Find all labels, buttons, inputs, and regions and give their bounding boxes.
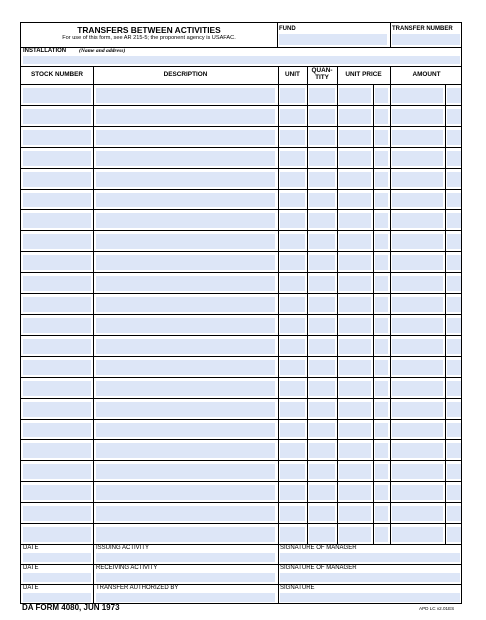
amount-cents-cell[interactable] [447, 527, 461, 542]
quantity-cell[interactable] [309, 423, 335, 438]
row-divider [21, 251, 461, 252]
quantity-cell[interactable] [309, 339, 335, 354]
da-form-4080 [20, 22, 462, 604]
table-row [21, 189, 461, 210]
description-cell[interactable] [96, 506, 275, 521]
unit-price-cents-cell[interactable] [375, 130, 388, 145]
table-row [21, 230, 461, 251]
description-cell[interactable] [96, 255, 275, 270]
description-cell[interactable] [96, 276, 275, 291]
quantity-cell[interactable] [309, 130, 335, 145]
issuing-activity-field[interactable] [96, 553, 275, 562]
unit-cell[interactable] [280, 423, 305, 438]
col-amount: AMOUNT [412, 71, 441, 78]
amount-dollars-cell[interactable] [392, 151, 443, 166]
unit-price-cents-cell[interactable] [375, 255, 388, 270]
col-unit: UNIT [285, 71, 300, 78]
amount-dollars-cell[interactable] [392, 172, 443, 187]
divider [93, 544, 94, 604]
description-cell[interactable] [96, 88, 275, 103]
unit-cell[interactable] [280, 360, 305, 375]
unit-price-cents-cell[interactable] [375, 485, 388, 500]
amount-cents-cell[interactable] [447, 213, 461, 228]
table-row [21, 251, 461, 272]
unit-price-cents-cell[interactable] [375, 172, 388, 187]
unit-cell[interactable] [280, 527, 305, 542]
receiving-activity-label: RECEIVING ACTIVITY [96, 565, 158, 571]
authorized-signature-label: SIGNATURE [280, 585, 315, 591]
amount-dollars-cell[interactable] [392, 234, 443, 249]
amount-dollars-cell[interactable] [392, 443, 443, 458]
amount-cents-cell[interactable] [447, 172, 461, 187]
unit-cell[interactable] [280, 234, 305, 249]
quantity-cell[interactable] [309, 381, 335, 396]
table-row [21, 460, 461, 481]
table-row [21, 523, 461, 544]
amount-cents-cell[interactable] [447, 151, 461, 166]
unit-price-dollars-cell[interactable] [339, 130, 371, 145]
divider [21, 584, 461, 585]
divider [307, 66, 308, 544]
unit-price-cents-cell[interactable] [375, 402, 388, 417]
amount-dollars-cell[interactable] [392, 109, 443, 124]
unit-price-cents-cell[interactable] [375, 109, 388, 124]
amount-dollars-cell[interactable] [392, 339, 443, 354]
amount-cents-cell[interactable] [447, 234, 461, 249]
stock-number-cell[interactable] [23, 151, 91, 166]
quantity-cell[interactable] [309, 234, 335, 249]
description-cell[interactable] [96, 339, 275, 354]
unit-price-dollars-cell[interactable] [339, 318, 371, 333]
description-cell[interactable] [96, 297, 275, 312]
table-row [21, 335, 461, 356]
divider [21, 564, 461, 565]
divider [373, 84, 374, 544]
table-row [21, 293, 461, 314]
row-divider [21, 419, 461, 420]
amount-cents-cell[interactable] [447, 193, 461, 208]
unit-cell[interactable] [280, 172, 305, 187]
unit-price-cents-cell[interactable] [375, 423, 388, 438]
stock-number-cell[interactable] [23, 213, 91, 228]
stock-number-cell[interactable] [23, 88, 91, 103]
quantity-cell[interactable] [309, 318, 335, 333]
row-divider [21, 105, 461, 106]
quantity-cell[interactable] [309, 88, 335, 103]
unit-price-dollars-cell[interactable] [339, 213, 371, 228]
unit-cell[interactable] [280, 130, 305, 145]
unit-cell[interactable] [280, 213, 305, 228]
stock-number-cell[interactable] [23, 276, 91, 291]
unit-price-dollars-cell[interactable] [339, 485, 371, 500]
unit-cell[interactable] [280, 318, 305, 333]
unit-price-dollars-cell[interactable] [339, 443, 371, 458]
stock-number-cell[interactable] [23, 255, 91, 270]
installation-field[interactable] [23, 56, 460, 64]
table-row [21, 147, 461, 168]
divider [390, 23, 391, 47]
description-cell[interactable] [96, 172, 275, 187]
receiving-signature-label: SIGNATURE OF MANAGER [280, 565, 357, 571]
quantity-cell[interactable] [309, 464, 335, 479]
row-divider [21, 293, 461, 294]
unit-price-cents-cell[interactable] [375, 443, 388, 458]
unit-price-dollars-cell[interactable] [339, 360, 371, 375]
table-row [21, 209, 461, 230]
amount-dollars-cell[interactable] [392, 88, 443, 103]
stock-number-cell[interactable] [23, 506, 91, 521]
amount-dollars-cell[interactable] [392, 506, 443, 521]
amount-dollars-cell[interactable] [392, 402, 443, 417]
description-cell[interactable] [96, 213, 275, 228]
quantity-cell[interactable] [309, 527, 335, 542]
table-row [21, 481, 461, 502]
amount-cents-cell[interactable] [447, 255, 461, 270]
transfer-number-label: TRANSFER NUMBER [392, 26, 453, 32]
installation-label: INSTALLATION [23, 48, 67, 54]
divider [277, 23, 278, 47]
amount-cents-cell[interactable] [447, 130, 461, 145]
unit-price-cents-cell[interactable] [375, 213, 388, 228]
unit-price-cents-cell[interactable] [375, 506, 388, 521]
divider [21, 66, 461, 67]
description-cell[interactable] [96, 318, 275, 333]
unit-cell[interactable] [280, 464, 305, 479]
stock-number-cell[interactable] [23, 318, 91, 333]
unit-price-cents-cell[interactable] [375, 318, 388, 333]
stock-number-cell[interactable] [23, 527, 91, 542]
transfer-number-field[interactable] [392, 34, 460, 45]
description-cell[interactable] [96, 360, 275, 375]
amount-cents-cell[interactable] [447, 402, 461, 417]
unit-price-dollars-cell[interactable] [339, 88, 371, 103]
unit-cell[interactable] [280, 339, 305, 354]
quantity-cell[interactable] [309, 360, 335, 375]
receiving-date-label: DATE [23, 565, 39, 571]
amount-cents-cell[interactable] [447, 381, 461, 396]
issuing-activity-label: ISSUING ACTIVITY [96, 545, 150, 551]
unit-price-dollars-cell[interactable] [339, 527, 371, 542]
amount-dollars-cell[interactable] [392, 297, 443, 312]
unit-price-dollars-cell[interactable] [339, 193, 371, 208]
quantity-cell[interactable] [309, 402, 335, 417]
form-version: APD LC v2.01ES [419, 606, 455, 611]
description-cell[interactable] [96, 423, 275, 438]
quantity-cell[interactable] [309, 193, 335, 208]
row-divider [21, 147, 461, 148]
row-divider [21, 523, 461, 524]
unit-price-dollars-cell[interactable] [339, 151, 371, 166]
receiving-activity-field[interactable] [96, 573, 275, 582]
quantity-cell[interactable] [309, 297, 335, 312]
unit-cell[interactable] [280, 109, 305, 124]
quantity-cell[interactable] [309, 109, 335, 124]
form-subtitle: For use of this form, see AR 215-5; the proponent agency is USAFAC. [62, 35, 236, 41]
description-cell[interactable] [96, 527, 275, 542]
unit-price-cents-cell[interactable] [375, 151, 388, 166]
row-divider [21, 377, 461, 378]
authorized-by-label: TRANSFER AUTHORIZED BY [96, 585, 179, 591]
table-row [21, 356, 461, 377]
divider [278, 544, 279, 604]
col-stock-number: STOCK NUMBER [30, 71, 84, 78]
amount-dollars-cell[interactable] [392, 464, 443, 479]
amount-dollars-cell[interactable] [392, 485, 443, 500]
amount-cents-cell[interactable] [447, 297, 461, 312]
authorized-signature-field[interactable] [280, 593, 460, 602]
description-cell[interactable] [96, 464, 275, 479]
fund-label: FUND [279, 26, 296, 32]
unit-price-cents-cell[interactable] [375, 276, 388, 291]
description-cell[interactable] [96, 443, 275, 458]
installation-hint: (Name and address) [79, 48, 126, 54]
amount-dollars-cell[interactable] [392, 213, 443, 228]
authorized-date-field[interactable] [23, 593, 91, 602]
amount-cents-cell[interactable] [447, 443, 461, 458]
amount-dollars-cell[interactable] [392, 276, 443, 291]
table-row [21, 419, 461, 440]
unit-price-cents-cell[interactable] [375, 527, 388, 542]
table-row [21, 314, 461, 335]
unit-cell[interactable] [280, 255, 305, 270]
unit-price-dollars-cell[interactable] [339, 506, 371, 521]
description-cell[interactable] [96, 234, 275, 249]
unit-cell[interactable] [280, 381, 305, 396]
unit-cell[interactable] [280, 402, 305, 417]
row-divider [21, 356, 461, 357]
row-divider [21, 502, 461, 503]
col-unit-price: UNIT PRICE [345, 71, 382, 78]
table-row [21, 439, 461, 460]
unit-price-dollars-cell[interactable] [339, 339, 371, 354]
table-row [21, 126, 461, 147]
description-cell[interactable] [96, 402, 275, 417]
unit-price-cents-cell[interactable] [375, 88, 388, 103]
description-cell[interactable] [96, 381, 275, 396]
unit-price-dollars-cell[interactable] [339, 109, 371, 124]
amount-dollars-cell[interactable] [392, 318, 443, 333]
quantity-cell[interactable] [309, 151, 335, 166]
amount-cents-cell[interactable] [447, 464, 461, 479]
description-cell[interactable] [96, 130, 275, 145]
form-title: TRANSFERS BETWEEN ACTIVITIES [77, 25, 221, 35]
amount-cents-cell[interactable] [447, 423, 461, 438]
unit-price-cents-cell[interactable] [375, 360, 388, 375]
quantity-cell[interactable] [309, 213, 335, 228]
unit-price-cents-cell[interactable] [375, 297, 388, 312]
fund-field[interactable] [279, 34, 387, 45]
quantity-cell[interactable] [309, 276, 335, 291]
stock-number-cell[interactable] [23, 172, 91, 187]
quantity-cell[interactable] [309, 172, 335, 187]
stock-number-cell[interactable] [23, 464, 91, 479]
amount-cents-cell[interactable] [447, 485, 461, 500]
table-row [21, 105, 461, 126]
unit-price-dollars-cell[interactable] [339, 381, 371, 396]
divider [21, 544, 461, 545]
row-divider [21, 335, 461, 336]
receiving-signature-field[interactable] [280, 573, 460, 582]
unit-cell[interactable] [280, 193, 305, 208]
table-row [21, 272, 461, 293]
quantity-cell[interactable] [309, 485, 335, 500]
amount-dollars-cell[interactable] [392, 381, 443, 396]
unit-price-dollars-cell[interactable] [339, 464, 371, 479]
amount-dollars-cell[interactable] [392, 130, 443, 145]
amount-cents-cell[interactable] [447, 109, 461, 124]
issuing-date-label: DATE [23, 545, 39, 551]
receiving-date-field[interactable] [23, 573, 91, 582]
issuing-date-field[interactable] [23, 553, 91, 562]
row-divider [21, 189, 461, 190]
unit-price-dollars-cell[interactable] [339, 276, 371, 291]
table-row [21, 84, 461, 105]
description-cell[interactable] [96, 193, 275, 208]
row-divider [21, 272, 461, 273]
stock-number-cell[interactable] [23, 423, 91, 438]
stock-number-cell[interactable] [23, 402, 91, 417]
issuing-signature-field[interactable] [280, 553, 460, 562]
unit-price-cents-cell[interactable] [375, 381, 388, 396]
unit-cell[interactable] [280, 297, 305, 312]
unit-price-dollars-cell[interactable] [339, 402, 371, 417]
description-cell[interactable] [96, 485, 275, 500]
amount-dollars-cell[interactable] [392, 255, 443, 270]
stock-number-cell[interactable] [23, 109, 91, 124]
stock-number-cell[interactable] [23, 234, 91, 249]
description-cell[interactable] [96, 109, 275, 124]
amount-cents-cell[interactable] [447, 506, 461, 521]
stock-number-cell[interactable] [23, 485, 91, 500]
description-cell[interactable] [96, 151, 275, 166]
unit-cell[interactable] [280, 485, 305, 500]
unit-price-cents-cell[interactable] [375, 234, 388, 249]
unit-price-dollars-cell[interactable] [339, 234, 371, 249]
stock-number-cell[interactable] [23, 381, 91, 396]
amount-cents-cell[interactable] [447, 88, 461, 103]
unit-price-dollars-cell[interactable] [339, 423, 371, 438]
row-divider [21, 209, 461, 210]
quantity-cell[interactable] [309, 255, 335, 270]
amount-cents-cell[interactable] [447, 318, 461, 333]
authorized-date-label: DATE [23, 585, 39, 591]
divider [390, 66, 391, 544]
col-quantity: QUAN- TITY [311, 67, 333, 81]
unit-price-dollars-cell[interactable] [339, 255, 371, 270]
table-row [21, 168, 461, 189]
row-divider [21, 230, 461, 231]
divider [278, 66, 279, 544]
unit-price-cents-cell[interactable] [375, 339, 388, 354]
unit-cell[interactable] [280, 151, 305, 166]
issuing-signature-label: SIGNATURE OF MANAGER [280, 545, 357, 551]
stock-number-cell[interactable] [23, 360, 91, 375]
amount-dollars-cell[interactable] [392, 360, 443, 375]
row-divider [21, 398, 461, 399]
stock-number-cell[interactable] [23, 443, 91, 458]
stock-number-cell[interactable] [23, 297, 91, 312]
table-row [21, 398, 461, 419]
unit-price-cents-cell[interactable] [375, 193, 388, 208]
amount-dollars-cell[interactable] [392, 527, 443, 542]
unit-cell[interactable] [280, 276, 305, 291]
stock-number-cell[interactable] [23, 193, 91, 208]
unit-cell[interactable] [280, 88, 305, 103]
unit-cell[interactable] [280, 443, 305, 458]
row-divider [21, 168, 461, 169]
amount-dollars-cell[interactable] [392, 423, 443, 438]
row-divider [21, 126, 461, 127]
quantity-cell[interactable] [309, 443, 335, 458]
unit-price-dollars-cell[interactable] [339, 297, 371, 312]
authorized-by-field[interactable] [96, 593, 275, 602]
divider [93, 66, 94, 544]
stock-number-cell[interactable] [23, 339, 91, 354]
form-id: DA FORM 4080, JUN 1973 [22, 603, 120, 612]
row-divider [21, 481, 461, 482]
unit-cell[interactable] [280, 506, 305, 521]
unit-price-cents-cell[interactable] [375, 464, 388, 479]
unit-price-dollars-cell[interactable] [339, 172, 371, 187]
row-divider [21, 460, 461, 461]
divider [445, 84, 446, 544]
col-description: DESCRIPTION [163, 71, 208, 78]
row-divider [21, 314, 461, 315]
row-divider [21, 439, 461, 440]
amount-cents-cell[interactable] [447, 276, 461, 291]
stock-number-cell[interactable] [23, 130, 91, 145]
amount-cents-cell[interactable] [447, 339, 461, 354]
table-row [21, 502, 461, 523]
divider [337, 66, 338, 544]
table-row [21, 377, 461, 398]
quantity-cell[interactable] [309, 506, 335, 521]
amount-dollars-cell[interactable] [392, 193, 443, 208]
amount-cents-cell[interactable] [447, 360, 461, 375]
